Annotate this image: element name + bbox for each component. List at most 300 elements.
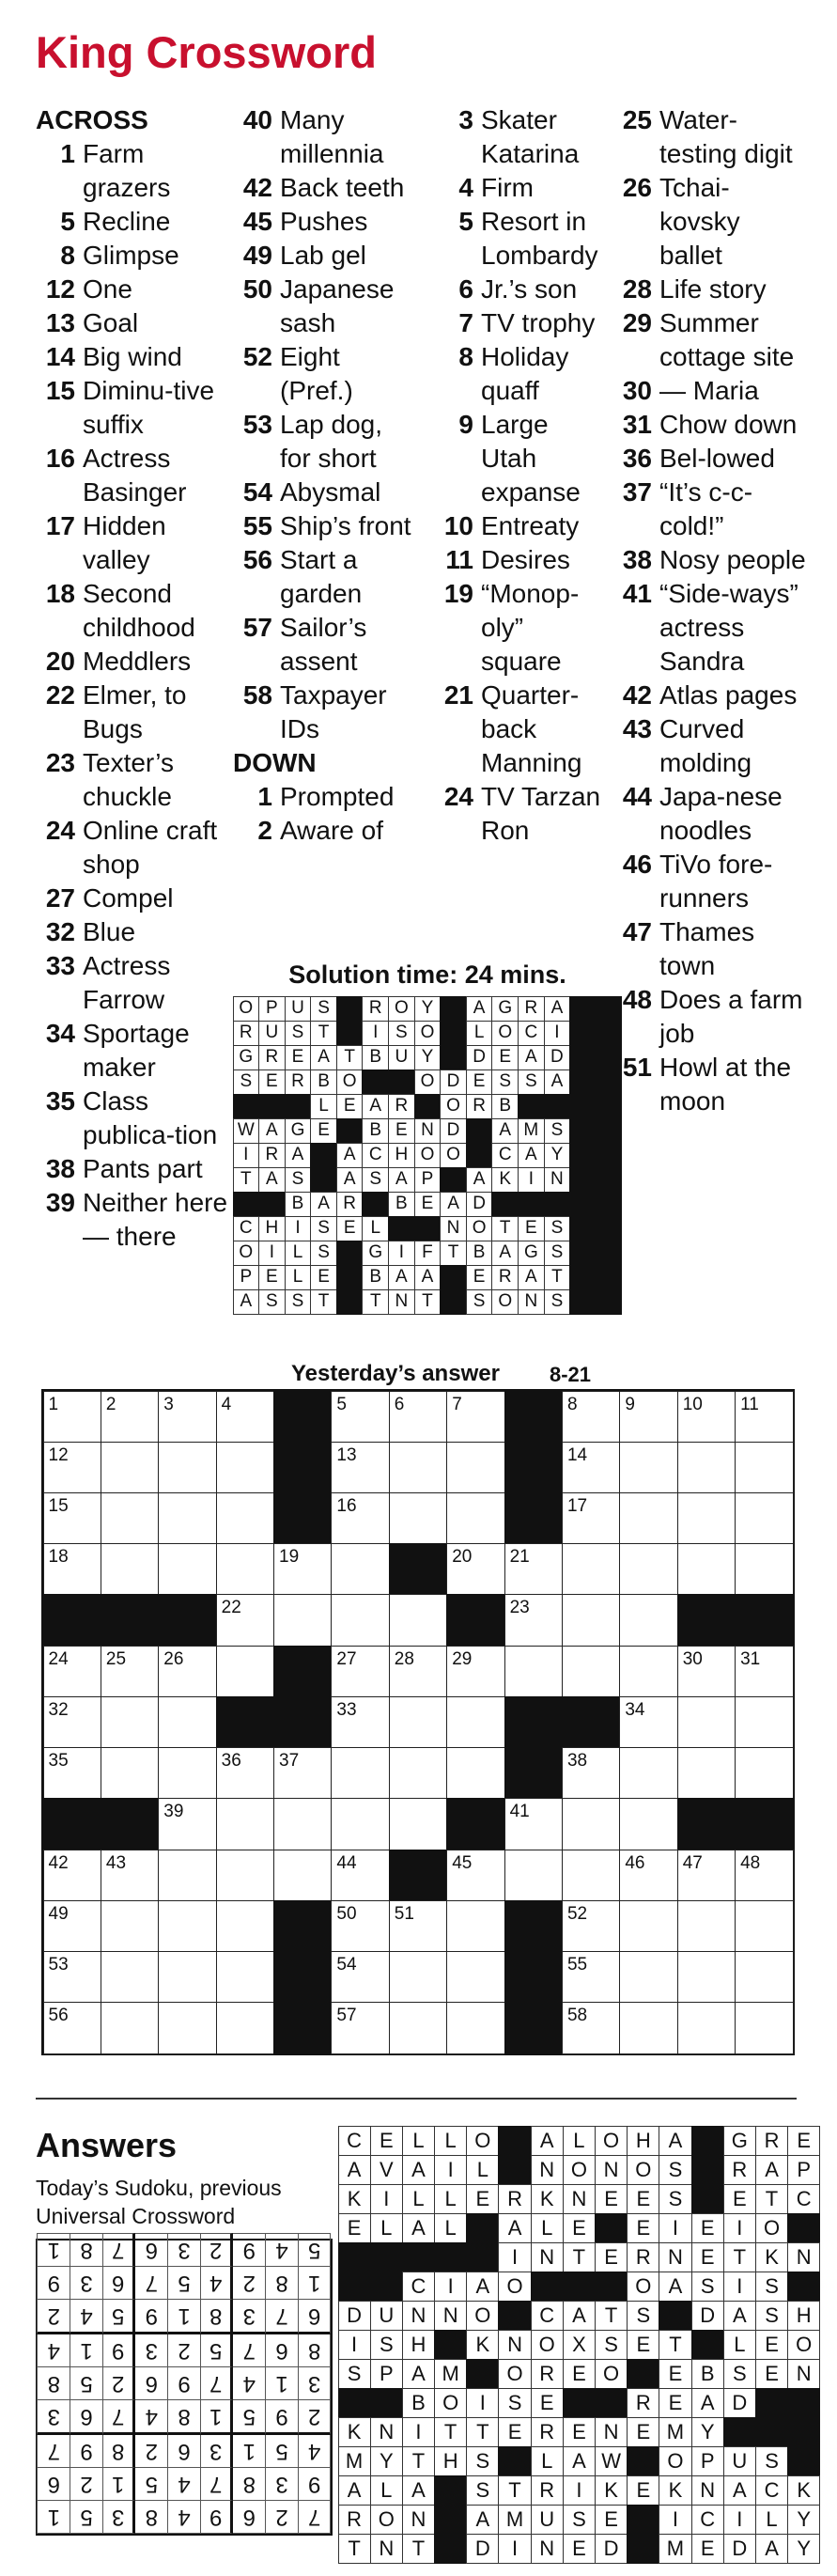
answer-cell: E — [338, 2213, 371, 2243]
clue-number: 11 — [445, 545, 473, 574]
clue-number: 13 — [45, 308, 75, 337]
puzzle-cell[interactable] — [331, 1850, 389, 1901]
black-square — [677, 1798, 736, 1850]
black-square — [787, 2417, 820, 2447]
cell-number: 14 — [566, 1444, 588, 1465]
black-square — [43, 1798, 101, 1850]
black-square — [596, 1021, 623, 1046]
answer-cell: R — [233, 1021, 260, 1046]
puzzle-cell[interactable] — [43, 1951, 101, 2003]
black-square — [338, 2272, 371, 2302]
black-square — [273, 1696, 332, 1748]
puzzle-cell[interactable] — [331, 2002, 389, 2053]
cell-number: 2 — [105, 1394, 116, 1414]
black-square — [562, 1696, 620, 1748]
puzzle-cell[interactable] — [504, 1850, 563, 1901]
black-square — [310, 1167, 337, 1193]
cell-number: 38 — [566, 1751, 588, 1772]
sudoku-cell: 2 — [167, 2334, 201, 2368]
puzzle-cell[interactable] — [158, 1543, 216, 1595]
answer-cell: A — [723, 2301, 756, 2331]
clue-column-3 — [434, 103, 605, 848]
puzzle-cell[interactable] — [446, 1951, 504, 2003]
across-clue — [36, 273, 229, 306]
puzzle-cell[interactable] — [562, 1747, 620, 1799]
puzzle-cell[interactable] — [389, 1747, 447, 1799]
puzzle-cell[interactable] — [158, 1747, 216, 1799]
puzzle-cell[interactable] — [619, 1850, 677, 1901]
cell-number: 53 — [48, 1955, 69, 1975]
answer-cell: I — [434, 2155, 467, 2185]
puzzle-cell[interactable] — [446, 1696, 504, 1748]
puzzle-cell[interactable] — [273, 1747, 332, 1799]
puzzle-cell[interactable] — [101, 1850, 159, 1901]
puzzle-cell[interactable] — [619, 1492, 677, 1544]
across-clue — [233, 239, 417, 273]
puzzle-cell[interactable] — [101, 1900, 159, 1952]
answer-cell: O — [233, 996, 260, 1022]
black-square — [466, 1118, 493, 1144]
puzzle-cell[interactable] — [619, 1594, 677, 1646]
puzzle-cell[interactable] — [43, 1442, 101, 1493]
answer-cell: E — [659, 2359, 691, 2389]
puzzle-cell[interactable] — [43, 1850, 101, 1901]
puzzle-cell[interactable] — [216, 1646, 274, 1697]
puzzle-cell[interactable] — [43, 1543, 101, 1595]
answer-cell: O — [755, 2213, 788, 2243]
black-square — [596, 1045, 623, 1070]
puzzle-cell[interactable] — [735, 1442, 793, 1493]
black-square — [434, 2330, 467, 2360]
puzzle-cell[interactable] — [273, 1850, 332, 1901]
answer-cell: A — [336, 1167, 364, 1193]
puzzle-cell[interactable] — [677, 1850, 736, 1901]
puzzle-cell[interactable] — [677, 1696, 736, 1748]
answer-cell: S — [755, 2272, 788, 2302]
puzzle-cell[interactable] — [158, 1442, 216, 1493]
puzzle-cell[interactable] — [562, 1646, 620, 1697]
answer-cell: R — [723, 2155, 756, 2185]
answer-cell: S — [595, 2330, 628, 2360]
answer-cell: Y — [691, 2417, 724, 2447]
answer-cell: I — [723, 2505, 756, 2535]
cell-number: 20 — [452, 1547, 473, 1568]
answer-cell: S — [466, 1289, 493, 1315]
sudoku-cell: 2 — [298, 2400, 332, 2436]
puzzle-cell[interactable] — [677, 1646, 736, 1697]
cell-number: 24 — [48, 1648, 69, 1669]
black-square — [596, 1167, 623, 1193]
puzzle-cell[interactable] — [216, 1850, 274, 1901]
black-square — [627, 2534, 659, 2564]
puzzle-cell[interactable] — [677, 1900, 736, 1952]
puzzle-cell[interactable] — [43, 1391, 101, 1443]
puzzle-cell[interactable] — [619, 1646, 677, 1697]
puzzle-cell[interactable] — [735, 1747, 793, 1799]
puzzle-cell[interactable] — [101, 1543, 159, 1595]
black-square — [531, 2272, 564, 2302]
answer-cell: N — [595, 2417, 628, 2447]
puzzle-cell[interactable] — [101, 1747, 159, 1799]
puzzle-cell[interactable] — [331, 1747, 389, 1799]
puzzle-cell[interactable] — [101, 1951, 159, 2003]
black-square — [544, 1094, 571, 1119]
answer-cell: T — [544, 1265, 571, 1290]
sudoku-cell: 1 — [167, 2300, 201, 2335]
answer-cell: R — [627, 2388, 659, 2418]
black-square — [569, 1216, 597, 1241]
puzzle-cell[interactable] — [273, 1798, 332, 1850]
down-clue-list-3 — [612, 103, 810, 1118]
puzzle-cell[interactable] — [619, 1696, 677, 1748]
clue-text: Class publica-tion — [83, 1086, 218, 1149]
puzzle-cell[interactable] — [677, 1747, 736, 1799]
sudoku-cell: 4 — [200, 2267, 234, 2301]
clue-number: 3 — [458, 105, 473, 134]
puzzle-cell[interactable] — [562, 1594, 620, 1646]
puzzle-cell[interactable] — [504, 1646, 563, 1697]
puzzle-cell[interactable] — [735, 1391, 793, 1443]
black-square — [504, 1696, 563, 1748]
puzzle-cell[interactable] — [158, 1850, 216, 1901]
black-square — [285, 1094, 312, 1119]
puzzle-cell[interactable] — [273, 1543, 332, 1595]
clue-number: 35 — [45, 1086, 75, 1116]
puzzle-cell[interactable] — [389, 1492, 447, 1544]
across-clue — [36, 814, 229, 882]
puzzle-cell[interactable] — [504, 1798, 563, 1850]
puzzle-cell[interactable] — [43, 2002, 101, 2053]
black-square — [504, 1951, 563, 2003]
answer-cell: E — [518, 1216, 545, 1241]
answer-cell: A — [563, 2446, 596, 2476]
answer-cell: Y — [414, 1045, 442, 1070]
sudoku-cell: 5 — [200, 2334, 234, 2368]
puzzle-cell[interactable] — [735, 1951, 793, 2003]
down-clue — [612, 712, 810, 780]
answer-cell: I — [498, 2534, 531, 2564]
answer-cell: O — [440, 1143, 467, 1168]
answer-cell: N — [563, 2184, 596, 2214]
clue-number: 14 — [45, 342, 75, 371]
puzzle-cell[interactable] — [504, 1543, 563, 1595]
answer-cell: A — [285, 1143, 312, 1168]
puzzle-cell[interactable] — [101, 2002, 159, 2053]
puzzle-cell[interactable] — [216, 1442, 274, 1493]
puzzle-cell[interactable] — [43, 1747, 101, 1799]
answer-cell: G — [491, 996, 519, 1022]
puzzle-cell[interactable] — [562, 1442, 620, 1493]
crossword-grid — [41, 1389, 795, 2055]
puzzle-cell[interactable] — [43, 1492, 101, 1544]
puzzle-cell[interactable] — [735, 2002, 793, 2053]
puzzle-cell[interactable] — [331, 1798, 389, 1850]
down-clue — [612, 442, 810, 476]
puzzle-cell[interactable] — [389, 1391, 447, 1443]
puzzle-cell[interactable] — [216, 1391, 274, 1443]
puzzle-cell[interactable] — [446, 1900, 504, 1952]
puzzle-cell[interactable] — [158, 1391, 216, 1443]
puzzle-cell[interactable] — [43, 1696, 101, 1748]
puzzle-cell[interactable] — [216, 1951, 274, 2003]
black-square — [434, 2534, 467, 2564]
across-clue — [36, 1186, 229, 1254]
answer-cell: N — [402, 2505, 435, 2535]
clue-text: Texter’s chuckle — [83, 748, 175, 811]
answer-cell: M — [338, 2446, 371, 2476]
answer-cell: G — [518, 1241, 545, 1266]
puzzle-cell[interactable] — [619, 1747, 677, 1799]
answer-cell: O — [370, 2505, 403, 2535]
clue-number: 21 — [443, 680, 473, 710]
puzzle-cell[interactable] — [101, 1391, 159, 1443]
answer-cell: T — [491, 1216, 519, 1241]
puzzle-cell[interactable] — [619, 1798, 677, 1850]
puzzle-cell[interactable] — [216, 1594, 274, 1646]
answer-cell: O — [627, 2272, 659, 2302]
down-clue — [434, 273, 605, 306]
sudoku-cell: 7 — [38, 2435, 71, 2469]
puzzle-cell[interactable] — [389, 1900, 447, 1952]
puzzle-cell[interactable] — [331, 1900, 389, 1952]
sudoku-cell: 6 — [70, 2400, 103, 2436]
puzzle-cell[interactable] — [389, 1594, 447, 1646]
across-clue — [233, 509, 417, 543]
puzzle-cell[interactable] — [389, 1696, 447, 1748]
puzzle-cell[interactable] — [331, 1492, 389, 1544]
puzzle-cell[interactable] — [562, 1543, 620, 1595]
puzzle-cell[interactable] — [158, 2002, 216, 2053]
puzzle-cell[interactable] — [619, 1543, 677, 1595]
clue-number: 29 — [622, 308, 652, 337]
clue-number: 46 — [622, 850, 652, 879]
puzzle-cell[interactable] — [562, 1900, 620, 1952]
answer-cell: T — [563, 2242, 596, 2272]
puzzle-cell[interactable] — [677, 1951, 736, 2003]
puzzle-cell[interactable] — [677, 1391, 736, 1443]
answer-cell: E — [563, 2359, 596, 2389]
puzzle-cell[interactable] — [389, 2002, 447, 2053]
puzzle-cell[interactable] — [389, 1798, 447, 1850]
puzzle-cell[interactable] — [735, 1900, 793, 1952]
puzzle-cell[interactable] — [216, 1798, 274, 1850]
answer-cell: V — [370, 2155, 403, 2185]
puzzle-cell[interactable] — [446, 1442, 504, 1493]
down-clue — [612, 374, 810, 408]
puzzle-cell[interactable] — [331, 1951, 389, 2003]
black-square — [440, 1045, 467, 1070]
puzzle-cell[interactable] — [158, 1646, 216, 1697]
answer-cell: I — [370, 2184, 403, 2214]
puzzle-cell[interactable] — [331, 1391, 389, 1443]
answer-cell: T — [233, 1167, 260, 1193]
clue-text: Big wind — [83, 342, 182, 371]
answer-cell: A — [491, 1241, 519, 1266]
answer-cell: R — [466, 1094, 493, 1119]
puzzle-cell[interactable] — [101, 1442, 159, 1493]
answer-cell: M — [498, 2505, 531, 2535]
puzzle-cell[interactable] — [158, 1798, 216, 1850]
answer-cell: I — [659, 2505, 691, 2535]
sudoku-cell: 9 — [167, 2367, 201, 2401]
down-clue — [434, 679, 605, 780]
puzzle-cell[interactable] — [446, 1492, 504, 1544]
answer-cell: D — [440, 1118, 467, 1144]
puzzle-cell[interactable] — [562, 2002, 620, 2053]
puzzle-cell[interactable] — [158, 1492, 216, 1544]
puzzle-cell[interactable] — [389, 1951, 447, 2003]
cell-number: 37 — [279, 1751, 300, 1772]
puzzle-cell[interactable] — [735, 1850, 793, 1901]
clue-number: 38 — [622, 545, 652, 574]
clue-number: 40 — [242, 105, 272, 134]
black-square — [338, 2388, 371, 2418]
answer-cell: B — [466, 1241, 493, 1266]
puzzle-cell[interactable] — [562, 1391, 620, 1443]
puzzle-cell[interactable] — [619, 1900, 677, 1952]
answer-cell: N — [531, 2242, 564, 2272]
puzzle-cell[interactable] — [216, 1900, 274, 1952]
down-clue — [434, 171, 605, 205]
puzzle-cell[interactable] — [619, 1951, 677, 2003]
puzzle-cell[interactable] — [619, 1442, 677, 1493]
black-square — [691, 2330, 724, 2360]
puzzle-cell[interactable] — [446, 1543, 504, 1595]
puzzle-cell[interactable] — [101, 1696, 159, 1748]
puzzle-cell[interactable] — [619, 1391, 677, 1443]
answer-cell: T — [310, 1021, 337, 1046]
cell-number: 52 — [566, 1903, 588, 1924]
puzzle-cell[interactable] — [101, 1646, 159, 1697]
puzzle-cell[interactable] — [158, 1900, 216, 1952]
puzzle-cell[interactable] — [735, 1696, 793, 1748]
puzzle-cell[interactable] — [677, 1442, 736, 1493]
down-clue — [434, 577, 605, 679]
puzzle-cell[interactable] — [158, 1696, 216, 1748]
puzzle-cell[interactable] — [216, 1492, 274, 1544]
answer-cell: U — [531, 2505, 564, 2535]
sudoku-cell: 5 — [265, 2435, 299, 2469]
puzzle-cell[interactable] — [562, 1798, 620, 1850]
answer-cell: E — [466, 1069, 493, 1095]
black-square — [569, 1045, 597, 1070]
clue-text: Pushes — [280, 207, 368, 236]
black-square — [596, 1192, 623, 1217]
answer-cell: H — [627, 2126, 659, 2156]
clue-number: 26 — [622, 173, 652, 202]
puzzle-cell[interactable] — [619, 2002, 677, 2053]
clue-text: Sportage maker — [83, 1019, 190, 1082]
clue-text: TiVo fore-runners — [659, 850, 773, 913]
sudoku-cell: 9 — [298, 2468, 332, 2502]
clue-number: 1 — [60, 139, 75, 168]
cell-number: 5 — [336, 1394, 347, 1414]
clue-number: 19 — [443, 579, 473, 608]
puzzle-cell[interactable] — [43, 1646, 101, 1697]
answer-cell: S — [691, 2272, 724, 2302]
sudoku-cell: 1 — [200, 2400, 234, 2436]
puzzle-cell[interactable] — [389, 1646, 447, 1697]
puzzle-cell[interactable] — [158, 1951, 216, 2003]
puzzle-cell[interactable] — [677, 2002, 736, 2053]
answer-cell: T — [338, 2534, 371, 2564]
black-square — [504, 1492, 563, 1544]
puzzle-cell[interactable] — [446, 2002, 504, 2053]
answer-cell: C — [338, 2126, 371, 2156]
sudoku-cell: 8 — [200, 2300, 234, 2335]
puzzle-cell[interactable] — [389, 1442, 447, 1493]
down-clue — [233, 814, 417, 848]
puzzle-cell[interactable] — [331, 1696, 389, 1748]
answer-cell: R — [491, 1265, 519, 1290]
clue-column-2 — [233, 103, 417, 848]
clue-number: 17 — [45, 511, 75, 540]
clue-text: TV trophy — [481, 308, 596, 337]
cell-number: 18 — [48, 1547, 69, 1568]
answer-cell: O — [440, 1094, 467, 1119]
answer-cell: C — [233, 1216, 260, 1241]
puzzle-cell[interactable] — [446, 1850, 504, 1901]
puzzle-cell[interactable] — [735, 1646, 793, 1697]
puzzle-cell[interactable] — [43, 1900, 101, 1952]
puzzle-cell[interactable] — [677, 1543, 736, 1595]
puzzle-cell[interactable] — [504, 1594, 563, 1646]
puzzle-cell[interactable] — [273, 1594, 332, 1646]
sudoku-cell: 7 — [200, 2367, 234, 2401]
answer-cell: S — [338, 2359, 371, 2389]
black-square — [569, 1069, 597, 1095]
answer-cell: N — [370, 2417, 403, 2447]
puzzle-cell[interactable] — [677, 1492, 736, 1544]
puzzle-cell[interactable] — [331, 1543, 389, 1595]
puzzle-cell[interactable] — [735, 1492, 793, 1544]
answer-cell: O — [466, 2126, 499, 2156]
puzzle-cell[interactable] — [331, 1442, 389, 1493]
down-clue — [434, 543, 605, 577]
black-square — [569, 1143, 597, 1168]
puzzle-cell[interactable] — [216, 2002, 274, 2053]
puzzle-cell[interactable] — [216, 1543, 274, 1595]
puzzle-cell[interactable] — [446, 1646, 504, 1697]
answer-cell: S — [285, 1021, 312, 1046]
puzzle-cell[interactable] — [331, 1594, 389, 1646]
puzzle-cell[interactable] — [735, 1543, 793, 1595]
clue-number: 52 — [242, 342, 272, 371]
black-square — [43, 1594, 101, 1646]
answer-cell: E — [491, 1045, 519, 1070]
answer-cell: A — [310, 1192, 337, 1217]
puzzle-cell[interactable] — [562, 1951, 620, 2003]
puzzle-cell[interactable] — [446, 1747, 504, 1799]
puzzle-cell[interactable] — [446, 1391, 504, 1443]
puzzle-cell[interactable] — [331, 1646, 389, 1697]
puzzle-cell[interactable] — [562, 1492, 620, 1544]
answer-cell: F — [414, 1241, 442, 1266]
answer-cell: H — [402, 2330, 435, 2360]
down-clue — [434, 340, 605, 408]
answer-cell: W — [233, 1118, 260, 1144]
sudoku-cell: 8 — [102, 2435, 136, 2469]
puzzle-cell[interactable] — [216, 1747, 274, 1799]
answer-cell: A — [466, 2505, 499, 2535]
sudoku-cell: 6 — [233, 2501, 267, 2535]
cell-number: 35 — [48, 1751, 69, 1772]
puzzle-cell[interactable] — [562, 1850, 620, 1901]
puzzle-cell[interactable] — [101, 1492, 159, 1544]
answer-cell: K — [755, 2242, 788, 2272]
down-clue — [612, 408, 810, 442]
answer-cell: A — [531, 2126, 564, 2156]
